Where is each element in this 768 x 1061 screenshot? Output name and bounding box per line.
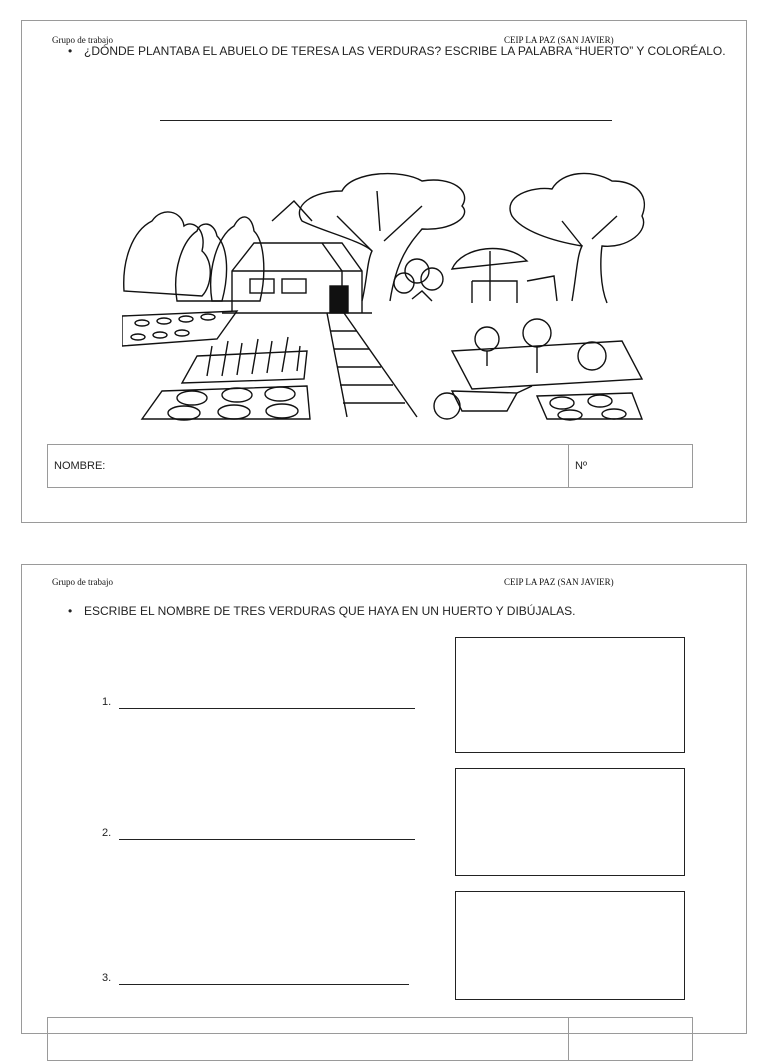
item-answer-line (119, 984, 409, 985)
item-number: 3. (102, 972, 112, 984)
header-left: Grupo de trabajo (52, 577, 113, 587)
bullet-dot: • (68, 604, 73, 618)
name-box-divider (568, 1018, 569, 1060)
garden-illustration (122, 161, 650, 421)
worksheet-page-2 (21, 564, 747, 1034)
number-label: Nº (575, 460, 587, 472)
header-left: Grupo de trabajo (52, 35, 113, 45)
instruction-bullet (68, 605, 728, 617)
question-bullet (68, 45, 728, 57)
item-number: 2. (102, 827, 112, 839)
item-answer-line (119, 708, 415, 709)
name-box-divider (568, 445, 569, 487)
drawing-box-1 (455, 637, 685, 753)
worksheet-page-1 (21, 20, 747, 523)
drawing-box-3 (455, 891, 685, 1000)
item-number: 1. (102, 696, 112, 708)
question-text: ¿DÓNDE PLANTABA EL ABUELO DE TERESA LAS VERDURAS? ESCRIBE LA PALABRA “HUERTO” Y COLORÉALO. (84, 44, 726, 58)
drawing-box-2 (455, 768, 685, 876)
header-right: CEIP LA PAZ (SAN JAVIER) (504, 577, 614, 587)
name-label: NOMBRE: (54, 460, 106, 472)
instruction-text: ESCRIBE EL NOMBRE DE TRES VERDURAS QUE HAYA EN UN HUERTO Y DIBÚJALAS. (84, 604, 576, 618)
answer-line (160, 120, 612, 121)
name-box (47, 444, 693, 488)
header-right: CEIP LA PAZ (SAN JAVIER) (504, 35, 614, 45)
item-answer-line (119, 839, 415, 840)
bullet-dot: • (68, 44, 73, 58)
